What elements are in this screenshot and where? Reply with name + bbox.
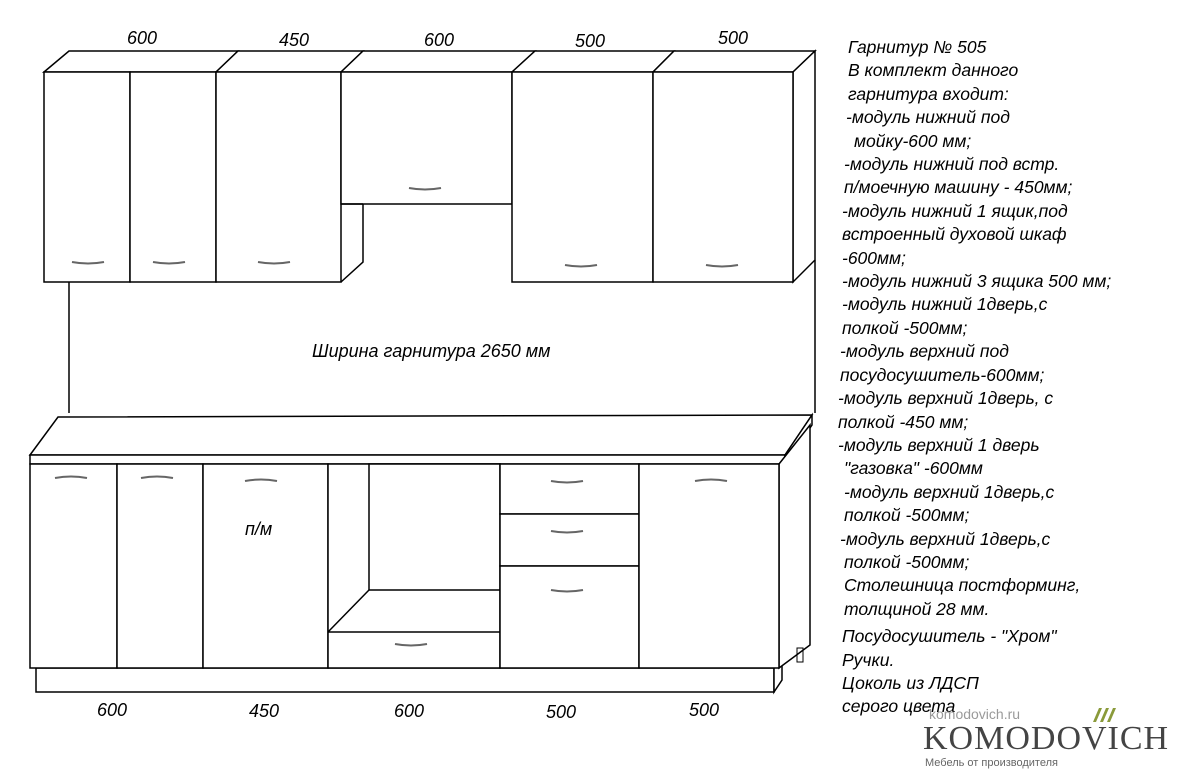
brand-tagline: Мебель от производителя xyxy=(925,757,1058,769)
brand-logo xyxy=(923,706,1173,772)
dishwasher-label: п/м xyxy=(245,519,273,539)
spec-line: Столешница постформинг, xyxy=(844,575,1081,596)
lower-door xyxy=(30,464,117,668)
specification-list xyxy=(836,36,1186,719)
spec-line: Цоколь из ЛДСП xyxy=(842,672,979,693)
spec-line: -модуль верхний 1дверь,с xyxy=(840,528,1051,549)
upper-door xyxy=(216,72,341,282)
lower-door xyxy=(639,464,779,668)
upper-door-gas xyxy=(341,72,512,204)
spec-line: Гарнитур № 505 xyxy=(848,37,987,57)
brand-url: komodovich.ru xyxy=(929,706,1021,722)
brand-name: KOMODOVICH xyxy=(923,720,1170,757)
spec-line: толщиной 28 мм. xyxy=(844,598,990,619)
spec-line: В комплект данного xyxy=(848,60,1019,81)
spec-line: -модуль верхний 1 дверь xyxy=(838,434,1040,455)
top-dimension: 500 xyxy=(718,28,749,48)
top-dimension: 600 xyxy=(424,30,455,50)
bottom-dimension: 500 xyxy=(689,700,720,720)
upper-door xyxy=(44,72,130,282)
spec-line: -модуль нижний под встр. xyxy=(844,154,1060,175)
spec-line: -модуль нижний 3 ящика 500 мм; xyxy=(842,271,1112,292)
upper-cabinets xyxy=(44,51,815,282)
upper-door xyxy=(130,72,216,282)
upper-door xyxy=(512,72,653,282)
spec-line: полкой -450 мм; xyxy=(838,411,969,432)
top-dimension: 450 xyxy=(279,30,310,50)
spec-line: -модуль верхний 1дверь, с xyxy=(838,388,1054,409)
bottom-dimension: 600 xyxy=(97,700,128,720)
lower-door-dishwasher xyxy=(203,464,328,668)
spec-line: полкой -500мм; xyxy=(844,505,970,526)
bottom-dimension: 500 xyxy=(546,702,577,722)
oven-niche xyxy=(369,464,500,590)
upper-door xyxy=(653,72,793,282)
spec-line: -модуль верхний под xyxy=(840,341,1009,362)
spec-line: мойку-600 мм; xyxy=(854,130,972,151)
lower-door xyxy=(117,464,203,668)
spec-line: полкой -500мм; xyxy=(842,317,968,338)
spec-line: встроенный духовой шкаф xyxy=(842,224,1067,245)
worktop xyxy=(30,415,812,464)
set-width-label: Ширина гарнитура 2650 мм xyxy=(312,341,551,361)
top-dimension: 600 xyxy=(127,28,158,48)
plinth xyxy=(36,668,774,692)
bottom-dimension: 600 xyxy=(394,701,425,721)
spec-line: посудосушитель-600мм; xyxy=(840,364,1045,385)
bottom-dimension: 450 xyxy=(249,701,280,721)
spec-line: -600мм; xyxy=(842,247,906,268)
lower-cabinets xyxy=(30,425,810,692)
spec-line: -модуль нижний под xyxy=(846,107,1010,128)
spec-line: п/моечную машину - 450мм; xyxy=(844,177,1073,198)
spec-line: "газовка" -600мм xyxy=(844,458,983,479)
drawer xyxy=(500,464,639,514)
spec-line: Ручки. xyxy=(842,649,895,670)
spec-line: полкой -500мм; xyxy=(844,551,970,572)
drawer xyxy=(500,514,639,566)
drawer xyxy=(500,566,639,668)
spec-line: гарнитура входит: xyxy=(848,83,1009,104)
spec-line: -модуль нижний 1 ящик,под xyxy=(842,200,1068,221)
spec-line: -модуль нижний 1дверь,с xyxy=(842,294,1048,315)
spec-line: Посудосушитель - "Хром" xyxy=(842,626,1057,647)
top-dimension: 500 xyxy=(575,31,606,51)
spec-line: -модуль верхний 1дверь,с xyxy=(844,481,1055,502)
spec-line: серого цвета xyxy=(842,696,956,717)
